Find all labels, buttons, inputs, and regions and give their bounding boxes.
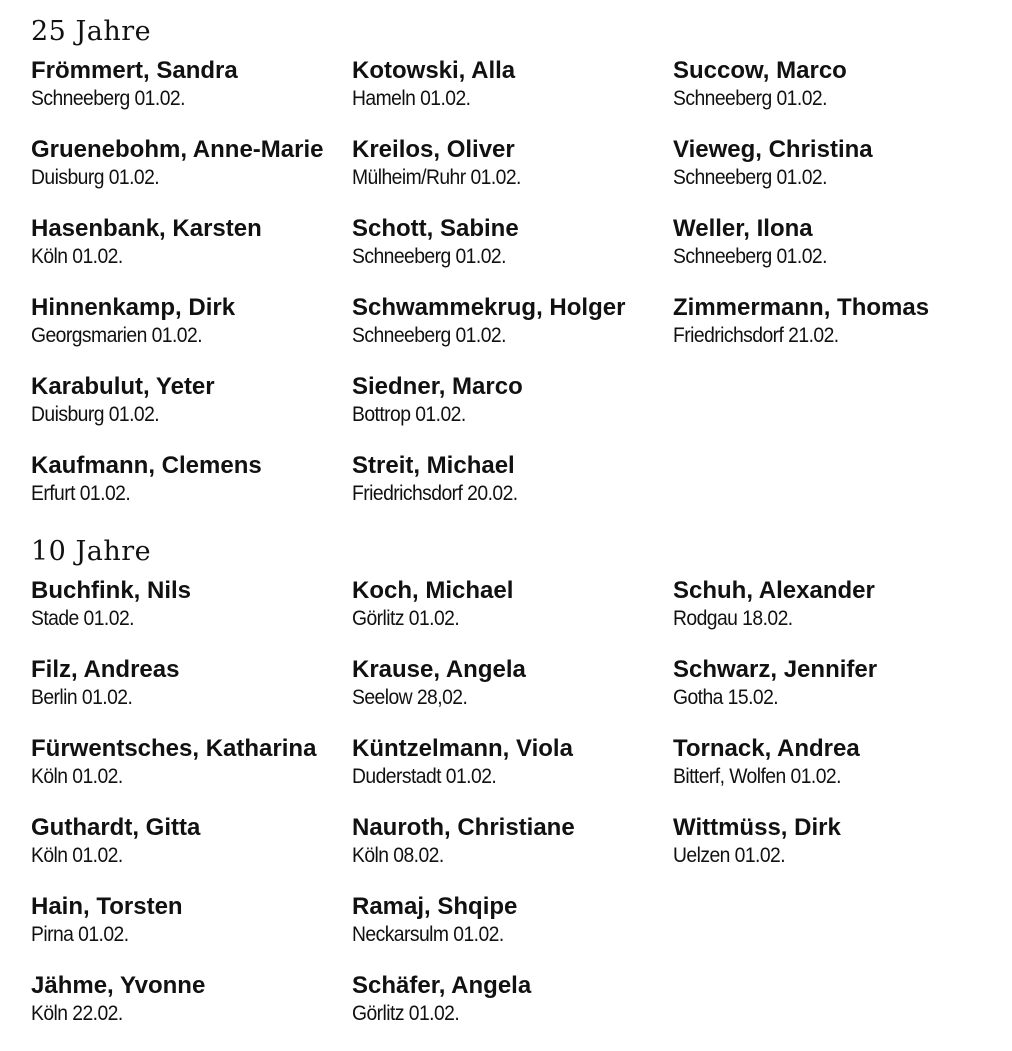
person-location-date: Duisburg 01.02. — [31, 166, 160, 189]
person-name: Weller, Ilona — [673, 215, 813, 242]
person-location-date: Köln 01.02. — [31, 844, 123, 867]
person-entry — [673, 577, 991, 656]
person-location-date: Friedrichsdorf 20.02. — [352, 482, 518, 505]
person-entry — [352, 57, 673, 136]
person-name: Buchfink, Nils — [31, 577, 192, 604]
person-name: Karabulut, Yeter — [31, 373, 215, 400]
person-entry — [31, 294, 352, 373]
person-name: Tornack, Andrea — [673, 735, 860, 762]
person-name: Succow, Marco — [673, 57, 847, 84]
person-location-date: Görlitz 01.02. — [352, 1002, 460, 1025]
person-location-date: Köln 01.02. — [31, 765, 123, 788]
entry-grid — [31, 577, 991, 1051]
person-location-date: Görlitz 01.02. — [352, 607, 460, 630]
person-name: Siedner, Marco — [352, 373, 523, 400]
person-location-date: Pirna 01.02. — [31, 923, 129, 946]
person-location-date: Erfurt 01.02. — [31, 482, 131, 505]
person-location-date: Bottrop 01.02. — [352, 403, 466, 426]
person-entry — [352, 656, 673, 735]
section-25-jahre — [31, 14, 991, 531]
section-title: 10 Jahre — [31, 536, 152, 567]
person-name: Schwammekrug, Holger — [352, 294, 626, 321]
person-entry — [31, 735, 352, 814]
person-entry — [352, 452, 673, 531]
person-location-date: Schneeberg 01.02. — [352, 324, 506, 347]
person-location-date: Schneeberg 01.02. — [352, 245, 506, 268]
person-entry — [673, 215, 991, 294]
person-entry — [31, 452, 352, 531]
section-title: 25 Jahre — [31, 16, 152, 47]
person-entry — [673, 294, 991, 373]
person-name: Nauroth, Christiane — [352, 814, 575, 841]
person-name: Schuh, Alexander — [673, 577, 875, 604]
section-10-jahre — [31, 534, 991, 1051]
person-entry — [352, 814, 673, 893]
person-name: Jähme, Yvonne — [31, 972, 206, 999]
person-entry — [352, 577, 673, 656]
person-name: Küntzelmann, Viola — [352, 735, 573, 762]
person-name: Frömmert, Sandra — [31, 57, 238, 84]
person-location-date: Schneeberg 01.02. — [673, 166, 827, 189]
person-name: Filz, Andreas — [31, 656, 180, 683]
person-entry — [31, 215, 352, 294]
person-name: Wittmüss, Dirk — [673, 814, 841, 841]
person-location-date: Köln 01.02. — [31, 245, 123, 268]
person-location-date: Bitterf, Wolfen 01.02. — [673, 765, 841, 788]
person-entry — [352, 136, 673, 215]
person-entry — [352, 735, 673, 814]
person-location-date: Köln 22.02. — [31, 1002, 123, 1025]
person-name: Koch, Michael — [352, 577, 514, 604]
person-entry — [352, 972, 673, 1051]
person-name: Kreilos, Oliver — [352, 136, 515, 163]
person-name: Streit, Michael — [352, 452, 515, 479]
person-entry — [31, 57, 352, 136]
person-name: Krause, Angela — [352, 656, 526, 683]
person-entry — [673, 57, 991, 136]
person-location-date: Duisburg 01.02. — [31, 403, 160, 426]
person-entry — [352, 893, 673, 972]
person-name: Kaufmann, Clemens — [31, 452, 262, 479]
person-name: Zimmermann, Thomas — [673, 294, 930, 321]
person-name: Gruenebohm, Anne-Marie — [31, 136, 324, 163]
person-entry — [673, 656, 991, 735]
person-entry — [352, 215, 673, 294]
person-entry — [31, 814, 352, 893]
person-location-date: Stade 01.02. — [31, 607, 134, 630]
person-name: Schäfer, Angela — [352, 972, 532, 999]
person-entry — [31, 577, 352, 656]
person-entry — [31, 656, 352, 735]
person-entry — [352, 373, 673, 452]
person-location-date: Schneeberg 01.02. — [673, 87, 827, 110]
person-entry — [31, 373, 352, 452]
person-location-date: Schneeberg 01.02. — [31, 87, 185, 110]
person-location-date: Neckarsulm 01.02. — [352, 923, 504, 946]
person-name: Fürwentsches, Katharina — [31, 735, 317, 762]
person-name: Hinnenkamp, Dirk — [31, 294, 236, 321]
person-location-date: Hameln 01.02. — [352, 87, 471, 110]
person-name: Schwarz, Jennifer — [673, 656, 878, 683]
person-location-date: Seelow 28,02. — [352, 686, 468, 709]
person-location-date: Mülheim/Ruhr 01.02. — [352, 166, 521, 189]
person-name: Schott, Sabine — [352, 215, 519, 242]
person-location-date: Duderstadt 01.02. — [352, 765, 497, 788]
person-location-date: Gotha 15.02. — [673, 686, 779, 709]
person-entry — [31, 972, 352, 1051]
person-entry — [673, 735, 991, 814]
person-name: Kotowski, Alla — [352, 57, 516, 84]
person-location-date: Berlin 01.02. — [31, 686, 133, 709]
person-location-date: Rodgau 18.02. — [673, 607, 793, 630]
person-location-date: Köln 08.02. — [352, 844, 444, 867]
person-name: Hain, Torsten — [31, 893, 183, 920]
person-location-date: Uelzen 01.02. — [673, 844, 786, 867]
person-name: Vieweg, Christina — [673, 136, 873, 163]
person-location-date: Schneeberg 01.02. — [673, 245, 827, 268]
entry-grid — [31, 57, 991, 531]
person-entry — [31, 893, 352, 972]
person-name: Ramaj, Shqipe — [352, 893, 518, 920]
person-name: Guthardt, Gitta — [31, 814, 201, 841]
person-location-date: Friedrichsdorf 21.02. — [673, 324, 839, 347]
person-entry — [352, 294, 673, 373]
person-entry — [673, 136, 991, 215]
person-name: Hasenbank, Karsten — [31, 215, 262, 242]
person-entry — [673, 814, 991, 893]
person-location-date: Georgsmarien 01.02. — [31, 324, 203, 347]
person-entry — [31, 136, 352, 215]
